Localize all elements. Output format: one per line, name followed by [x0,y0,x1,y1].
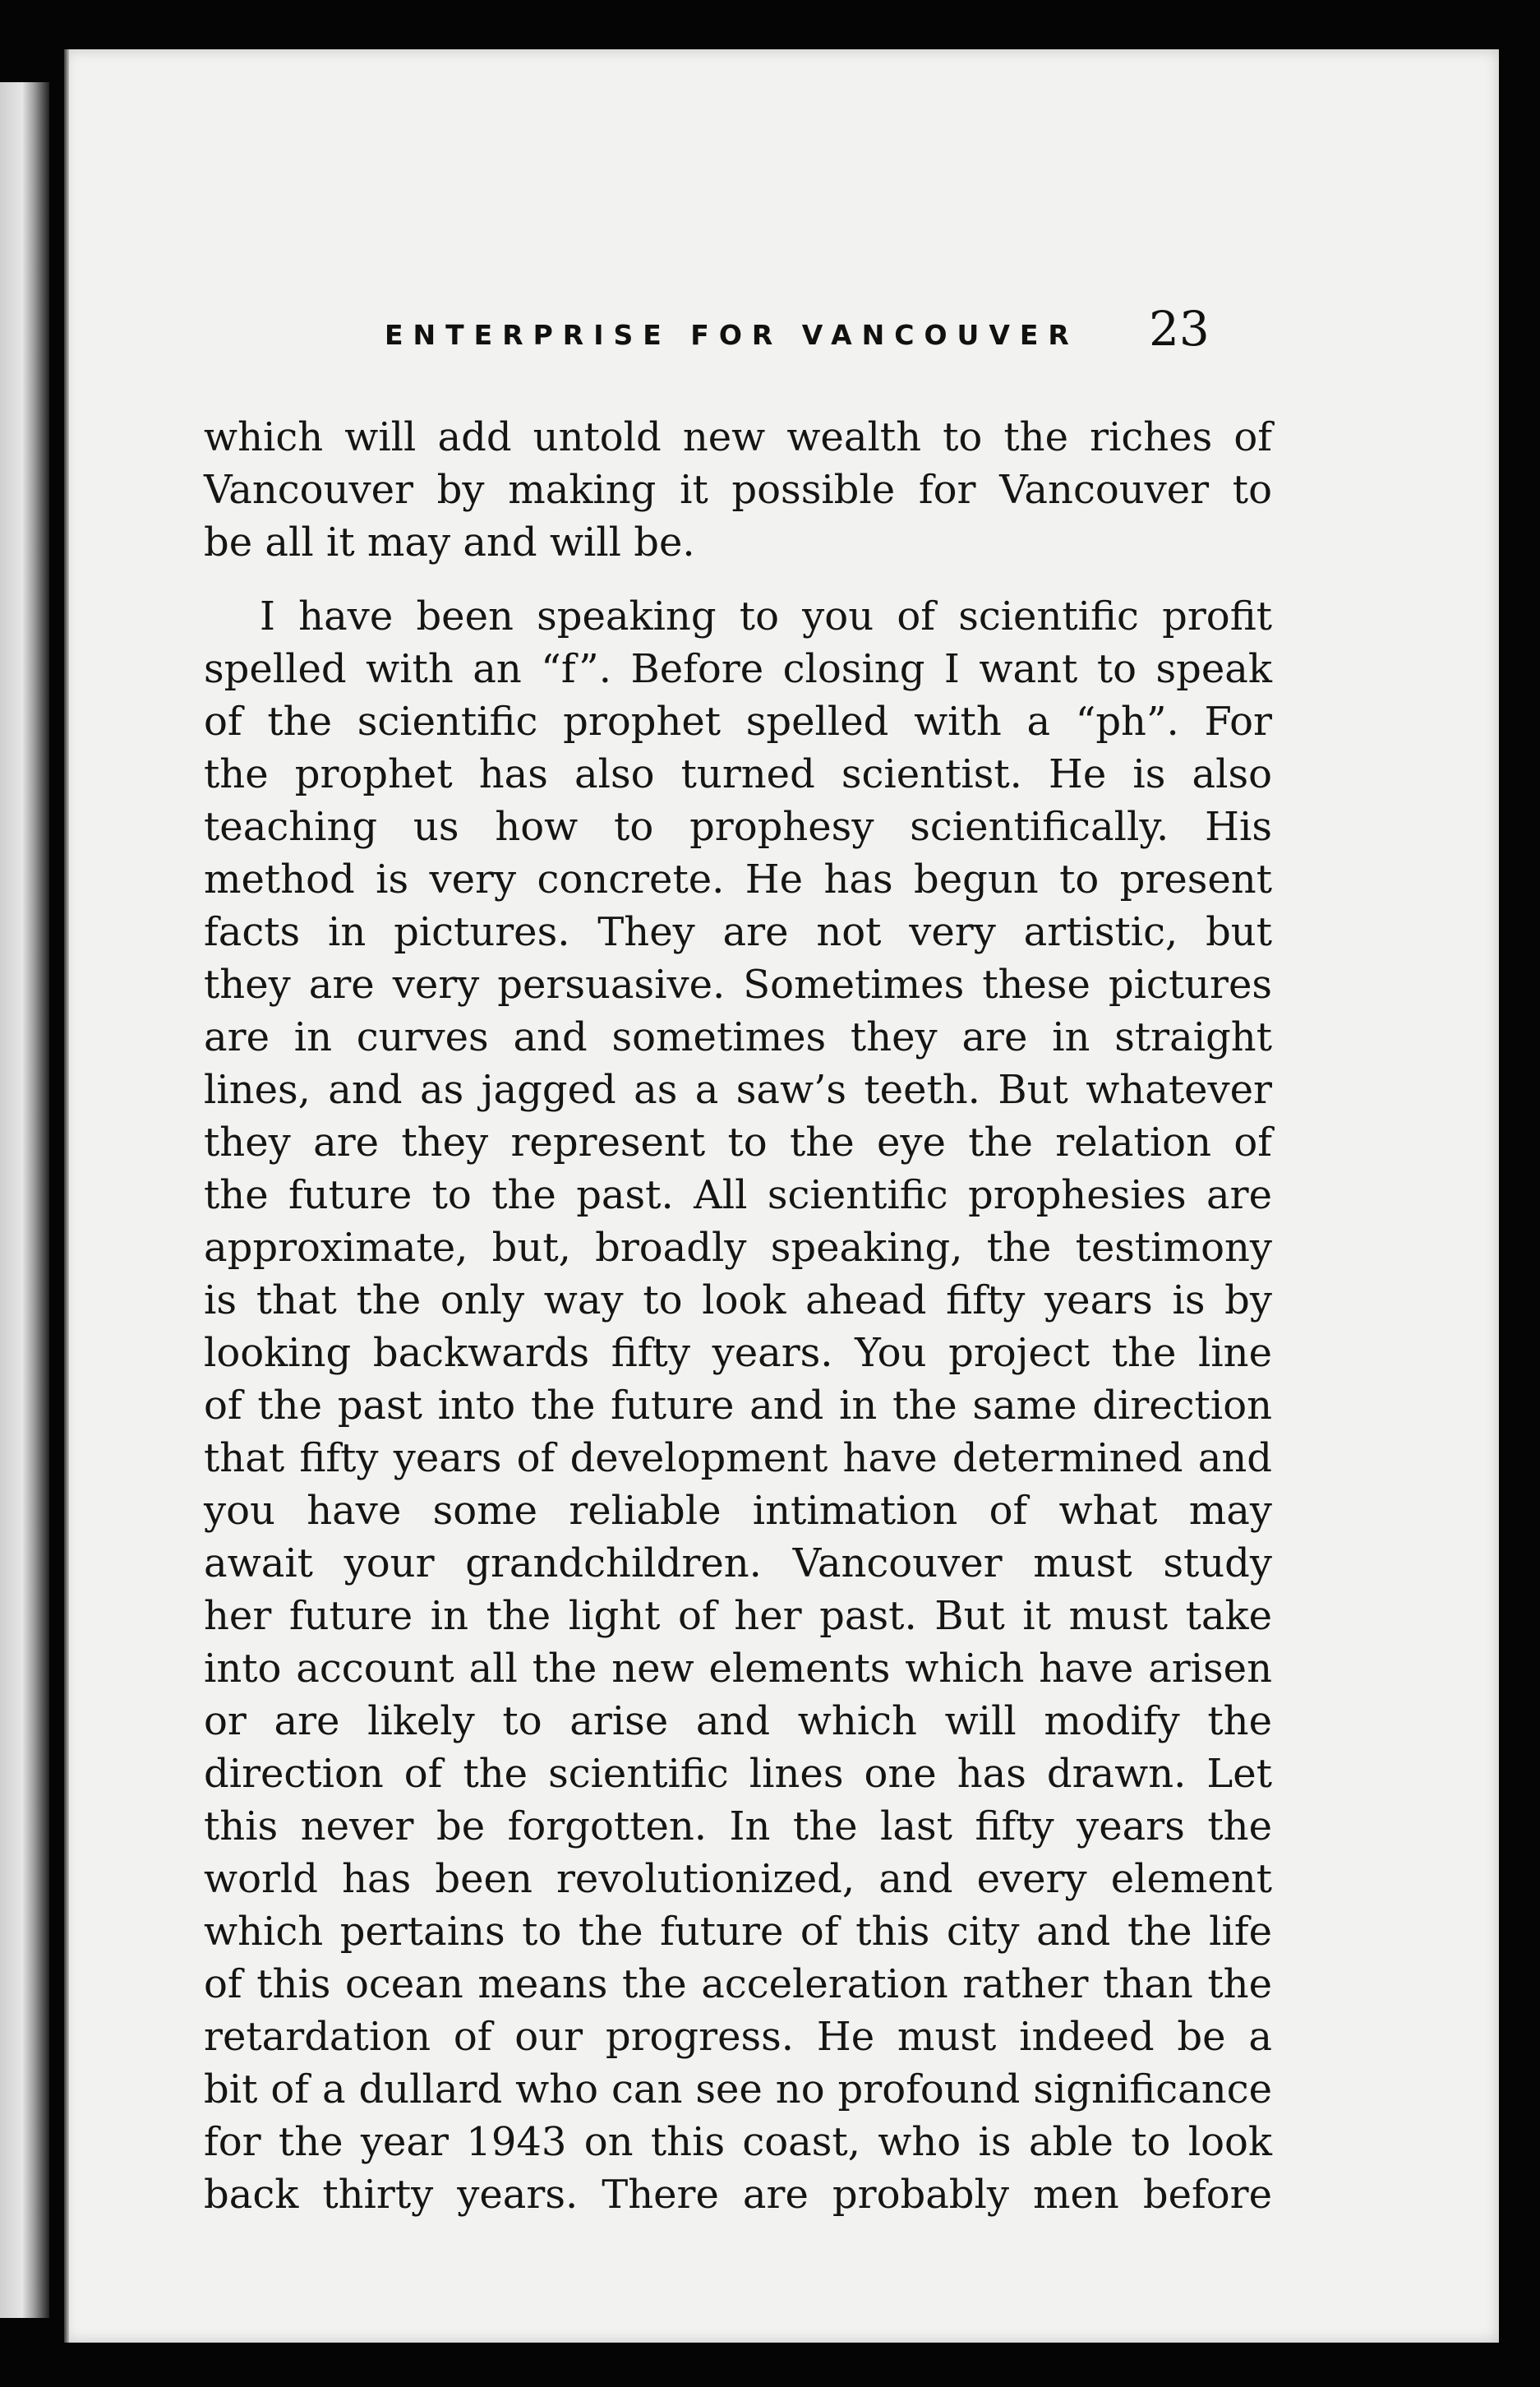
text-line: approximate, but, broadly speaking, the testimony [204,1225,1272,1271]
text-line: is that the only way to look ahead fifty years is by [204,1277,1272,1323]
text-line: teaching us how to prophesy scientifically. His [204,804,1272,850]
text-line: they are they represent to the eye the relation of [204,1120,1272,1166]
text-line: for the year 1943 on this coast, who is able to look [204,2119,1272,2165]
text-line: back thirty years. There are probably men before [204,2172,1272,2218]
running-head [64,271,1499,357]
text-line: the prophet has also turned scientist. He is also [204,751,1272,797]
running-title: ENTERPRISE FOR VANCOUVER [385,319,1079,351]
text-line: be all it may and will be. [204,519,695,566]
text-line: into account all the new elements which have arisen [204,1646,1272,1692]
text-line: you have some reliable intimation of what may [204,1488,1272,1534]
body-text [204,411,1272,2221]
text-line: are in curves and sometimes they are in straight [204,1014,1272,1060]
text-line: of the scientific prophet spelled with a “ph”. For [204,699,1272,745]
text-line: bit of a dullard who can see no profound significance [204,2066,1272,2112]
page-gutter [64,49,69,2343]
text-line: lines, and as jagged as a saw’s teeth. But whatever [204,1067,1272,1113]
text-line: method is very concrete. He has begun to present [204,856,1272,903]
text-line: await your grandchildren. Vancouver must study [204,1540,1272,1586]
text-line: her future in the light of her past. But it must take [204,1593,1272,1639]
text-line: which will add untold new wealth to the riches of [204,414,1272,460]
text-line: spelled with an “f”. Before closing I want to speak [204,646,1272,692]
paragraph-2 [204,590,1272,2221]
facing-page-edge [0,82,49,2318]
text-line: or are likely to arise and which will modify the [204,1698,1272,1744]
text-line: Vancouver by making it possible for Vancouver to [204,467,1272,513]
paragraph-gap [204,569,1272,590]
text-line: which pertains to the future of this city and the life [204,1909,1272,1955]
text-line: looking backwards fifty years. You project the line [204,1330,1272,1376]
text-line: this never be forgotten. In the last fifty years the [204,1803,1272,1849]
text-line: the future to the past. All scientific prophesies are [204,1172,1272,1218]
paragraph-1 [204,411,1272,569]
text-line: retardation of our progress. He must indeed be a [204,2014,1272,2060]
text-line: facts in pictures. They are not very artistic, but [204,909,1272,955]
text-line: of the past into the future and in the same direction [204,1383,1272,1429]
text-line: that fifty years of development have determined and [204,1435,1272,1481]
page-number: 23 [1149,301,1210,357]
text-line: world has been revolutionized, and every element [204,1856,1272,1902]
text-line: of this ocean means the acceleration rather than the [204,1961,1272,2007]
text-line: I have been speaking to you of scientific profit [260,593,1272,639]
text-line: they are very persuasive. Sometimes these pictures [204,962,1272,1008]
book-page [64,49,1499,2343]
text-line: direction of the scientific lines one has drawn. Let [204,1751,1272,1797]
